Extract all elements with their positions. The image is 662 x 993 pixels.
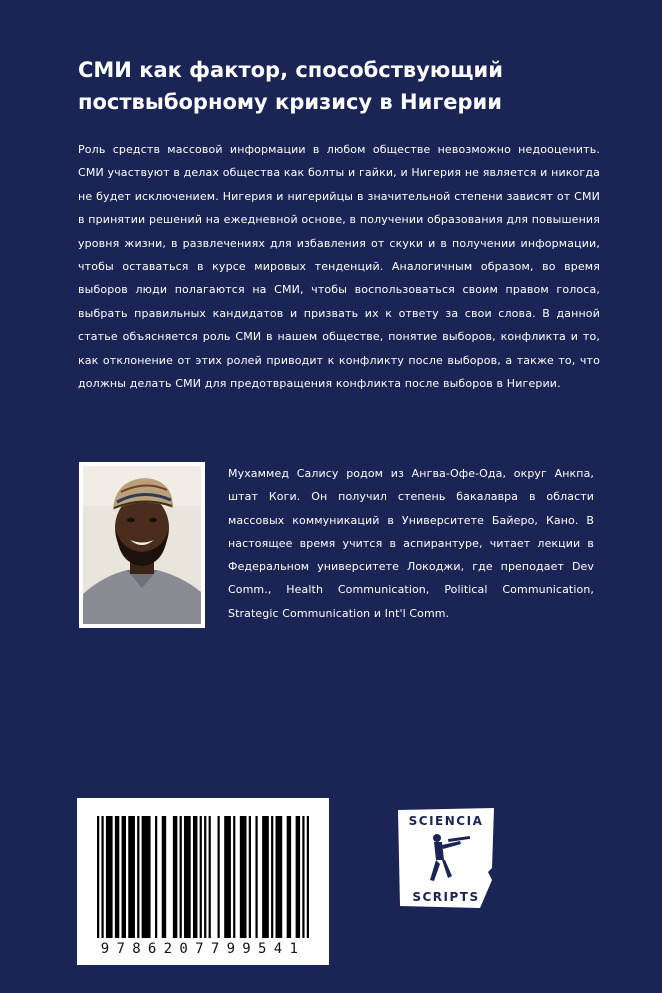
author-photo <box>79 462 205 628</box>
barcode-bar <box>262 816 269 938</box>
barcode-bar <box>307 816 309 938</box>
publisher-logo <box>396 808 496 908</box>
barcode-bar <box>249 816 251 938</box>
barcode-bar <box>162 816 166 938</box>
barcode-bar <box>97 816 99 938</box>
barcode-bars <box>91 816 315 938</box>
publisher-logo-top-text: SCIENCIA <box>408 814 484 828</box>
barcode-bar <box>193 816 197 938</box>
barcode-bar <box>240 816 247 938</box>
isbn-barcode <box>77 798 329 965</box>
barcode-bar <box>180 816 182 938</box>
isbn-number: 9786207799541 <box>100 941 306 957</box>
barcode-bar <box>233 816 235 938</box>
barcode-bar <box>271 816 273 938</box>
barcode-bar <box>200 816 202 938</box>
barcode-bar <box>296 816 300 938</box>
author-bio: Мухаммед Салису родом из Ангва-Офе-Ода, округ Анкпа, штат Коги. Он получил степень бакалавра в области массовых коммуникаций в Университете Байеро, Кано. В настоящее время учится в аспирантуре, читает лекции в Федеральном университете Локоджи, где преподает Dev Comm., Health Communication, Political Communication, Strategic Communication и Int'l Comm. <box>228 467 594 620</box>
barcode-bar <box>287 816 291 938</box>
barcode-bar <box>255 816 257 938</box>
barcode-bar <box>302 816 304 938</box>
barcode-bar <box>209 816 211 938</box>
barcode-bar <box>276 816 283 938</box>
barcode-bar <box>204 816 206 938</box>
barcode-bar <box>184 816 191 938</box>
author-portrait-image <box>83 466 201 624</box>
publisher-logo-bottom-text: SCRIPTS <box>412 890 480 904</box>
barcode-bar <box>224 816 231 938</box>
book-title: СМИ как фактор, способствующий поствыборному кризису в Нигерии <box>78 58 503 114</box>
book-abstract: Роль средств массовой информации в любом обществе невозможно недооценить. СМИ участвуют в делах общества как болты и гайки, и Нигерия не является и никогда не будет исключением. Нигерия и нигерийцы в значительной степени зависят от СМИ в принятии решений на ежедневной основе, в получении образования для повышения уровня жизни, в развлечениях для избавления от скуки и в получении информации, чтобы оставаться в курсе мировых тенденций. Аналогичным образом, во время выборов люди полагаются на СМИ, чтобы воспользоваться своим правом голоса, выбрать правильных кандидатов и призвать их к ответу за свои слова. В данной статье объясняется роль СМИ в нашем обществе, понятие выборов, конфликта и то, как отклонение от этих ролей приводит к конфликту после выборов, а также то, что должны делать СМИ для предотвращения конфликта после выборов в Нигерии. <box>78 143 601 391</box>
barcode-bar <box>142 816 151 938</box>
barcode-bar <box>128 816 135 938</box>
barcode-bar <box>115 816 119 938</box>
barcode-bar <box>101 816 103 938</box>
barcode-bar <box>173 816 177 938</box>
barcode-bar <box>155 816 157 938</box>
barcode-bar <box>106 816 113 938</box>
barcode-bar <box>137 816 139 938</box>
barcode-bar <box>218 816 220 938</box>
barcode-bar <box>122 816 126 938</box>
